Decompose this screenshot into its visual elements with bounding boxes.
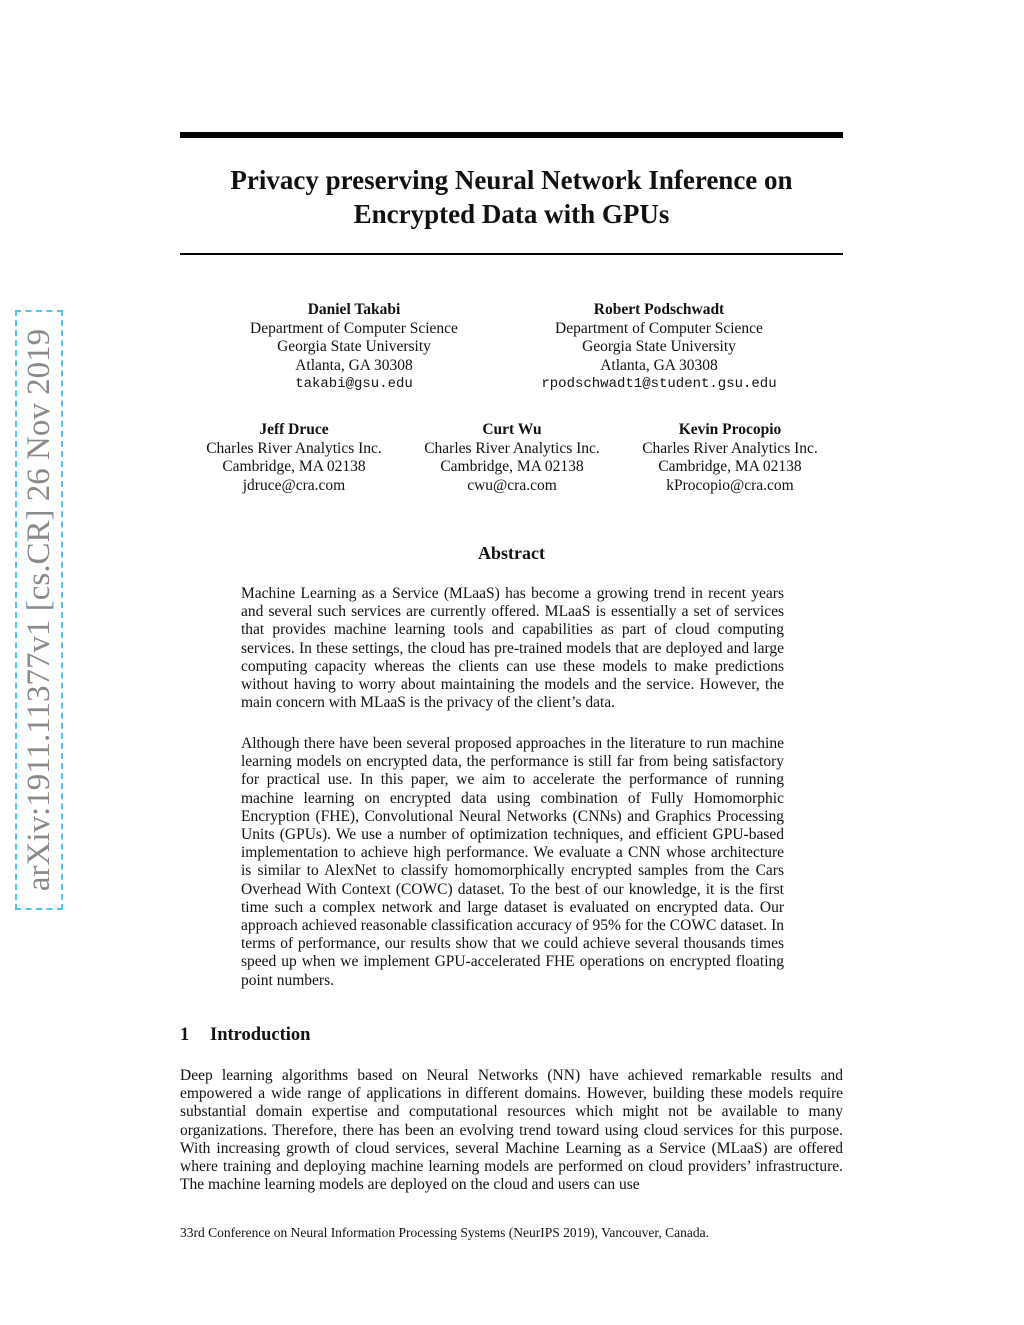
author-location: Cambridge, MA 02138: [658, 458, 802, 475]
section-title: Introduction: [210, 1025, 311, 1045]
author-email: kProcopio@cra.com: [666, 476, 794, 494]
author-block-wu: [407, 421, 617, 495]
author-block-druce: [189, 421, 399, 495]
author-location: Cambridge, MA 02138: [440, 458, 584, 475]
arxiv-identifier: arXiv:1911.11377v1 [cs.CR] 26 Nov 2019: [21, 328, 57, 892]
section-heading-introduction: [180, 1024, 310, 1046]
author-email: rpodschwadt1@student.gsu.edu: [541, 376, 777, 392]
author-location: Cambridge, MA 02138: [222, 458, 366, 475]
author-location: Atlanta, GA 30308: [295, 356, 413, 374]
author-institution: Charles River Analytics Inc.: [424, 439, 600, 457]
author-department: Department of Computer Science: [250, 319, 458, 337]
introduction-paragraph: Deep learning algorithms based on Neural Networks (NN) have achieved remarkable results and empowered a wide range of applications in different domains. However, building these models require substantial domain expertise and computational resources which might not be available to many organizations. Therefore, there has been an evolving trend toward using cloud services for this purpose. With increasing growth of cloud services, several Machine Learning as a Service (MLaaS) are offered where training and deploying machine learning models are performed on cloud providers’ infrastructure. The machine learning models are deployed on the cloud and users can use: [180, 1067, 843, 1194]
author-location: Atlanta, GA 30308: [600, 356, 718, 374]
title-bottom-rule: [180, 253, 843, 255]
author-name: Kevin Procopio: [678, 421, 782, 438]
author-email: takabi@gsu.edu: [295, 376, 413, 392]
author-institution: Charles River Analytics Inc.: [642, 439, 818, 457]
author-name: Robert Podschwadt: [593, 301, 725, 318]
author-block-podschwadt: [509, 301, 809, 394]
author-institution: Georgia State University: [277, 338, 431, 355]
author-name: Curt Wu: [482, 421, 542, 438]
paper-title-line-1: Privacy preserving Neural Network Inference on: [230, 165, 793, 195]
conference-footnote: 33rd Conference on Neural Information Processing Systems (NeurIPS 2019), Vancouver, Canada.: [180, 1225, 709, 1240]
author-email: jdruce@cra.com: [242, 476, 346, 494]
author-name: Daniel Takabi: [307, 301, 401, 318]
title-top-rule: [180, 132, 843, 138]
author-name: Jeff Druce: [259, 421, 329, 438]
author-email: cwu@cra.com: [467, 476, 557, 494]
paper-title: [180, 163, 843, 231]
author-institution: Charles River Analytics Inc.: [206, 439, 382, 457]
author-institution: Georgia State University: [582, 338, 736, 355]
author-department: Department of Computer Science: [555, 319, 763, 337]
section-number: 1: [180, 1025, 190, 1045]
paper-title-line-2: Encrypted Data with GPUs: [353, 199, 670, 229]
abstract-paragraph-1: Machine Learning as a Service (MLaaS) has become a growing trend in recent years and several such services are currently offered. MLaaS is essentially a set of services that provides machine learning tools and capabilities as part of cloud computing services. In these settings, the cloud has pre-trained models that are deployed and large computing capacity whereas the clients can use these models to make predictions without having to worry about maintaining the models and the service. However, the main concern with MLaaS is the privacy of the client’s data.: [241, 585, 784, 712]
author-block-takabi: [224, 301, 484, 394]
abstract-heading: Abstract: [478, 543, 545, 563]
abstract-paragraph-2: Although there have been several proposed approaches in the literature to run machine learning models on encrypted data, the performance is still far from being satisfactory for practical use. In this paper, we aim to accelerate the performance of running machine learning on encrypted data using combination of Fully Homomorphic Encryption (FHE), Convolutional Neural Networks (CNNs) and Graphics Processing Units (GPUs). We use a number of optimization techniques, and efficient GPU-based implementation to achieve high performance. We evaluate a CNN whose architecture is similar to AlexNet to classify homomorphically encrypted samples from the Cars Overhead With Context (COWC) dataset. To the best of our knowledge, it is the first time such a complex network and large dataset is evaluated on encrypted data. Our approach achieved reasonable classification accuracy of 95% for the COWC dataset. In terms of performance, our results show that we could achieve several thousands times speed up when we implement GPU-accelerated FHE operations on encrypted floating point numbers.: [241, 735, 784, 989]
author-block-procopio: [625, 421, 835, 495]
